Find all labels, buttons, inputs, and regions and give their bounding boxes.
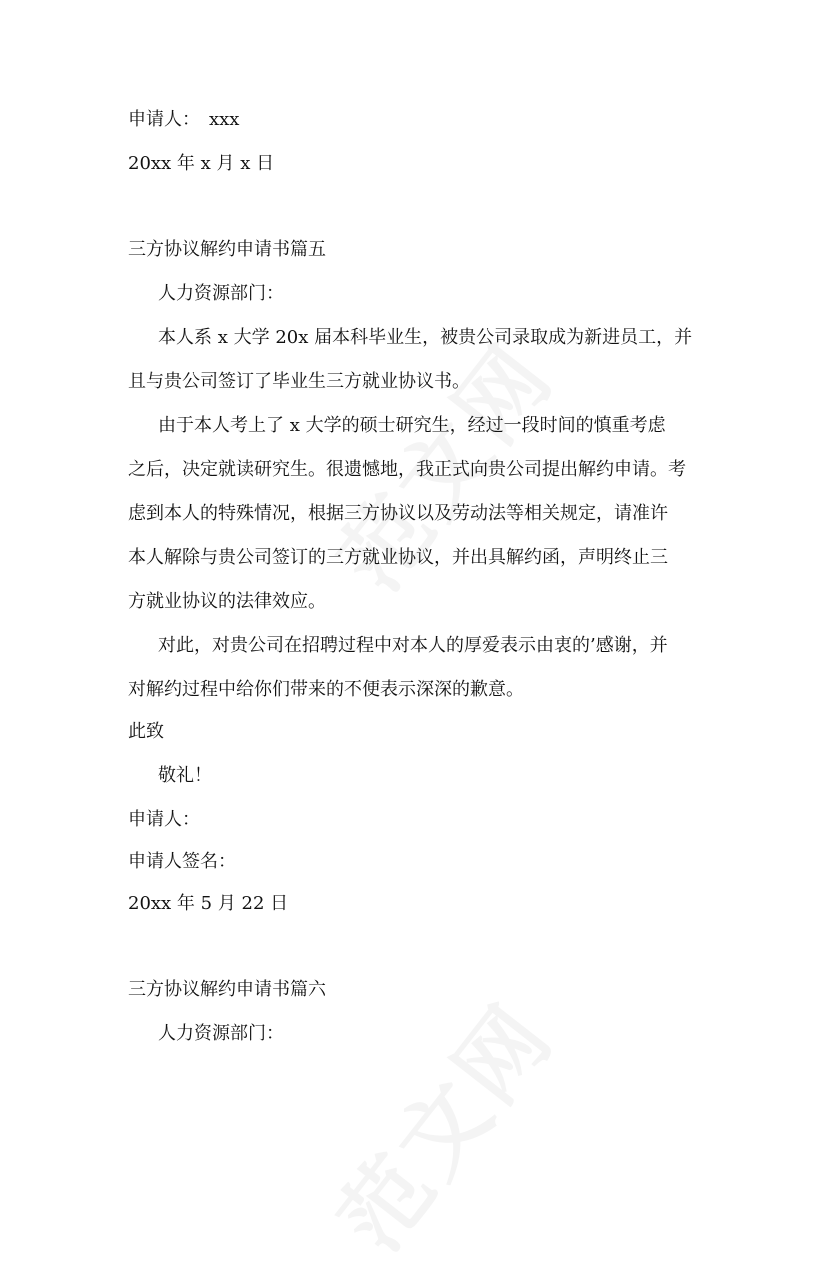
date-line: 20xx 年 x 月 x 日 bbox=[128, 153, 275, 174]
section6-title: 三方协议解约申请书篇六 bbox=[128, 979, 326, 1000]
section5-paragraph2-line5: 方就业协议的法律效应。 bbox=[128, 591, 326, 612]
section5-paragraph1-line2: 且与贵公司签订了毕业生三方就业协议书。 bbox=[128, 371, 470, 392]
section5-paragraph1-line1: 本人系 x 大学 20x 届本科毕业生，被贵公司录取成为新进员工，并 bbox=[158, 327, 693, 348]
section5-paragraph2-line4: 本人解除与贵公司签订的三方就业协议，并出具解约函，声明终止三 bbox=[128, 547, 668, 568]
applicant-line: 申请人： xxx bbox=[128, 109, 240, 130]
signature-label: 申请人签名： bbox=[128, 851, 236, 872]
section5-paragraph2-line1: 由于本人考上了 x 大学的硕士研究生，经过一段时间的慎重考虑 bbox=[158, 415, 666, 436]
applicant-label: 申请人： bbox=[128, 809, 200, 830]
section5-paragraph2-line3: 虑到本人的特殊情况，根据三方协议以及劳动法等相关规定，请准许 bbox=[128, 503, 668, 524]
section6-salutation: 人力资源部门： bbox=[158, 1023, 284, 1044]
section5-paragraph3-line1: 对此，对贵公司在招聘过程中对本人的厚爱表示由衷的’感谢，并 bbox=[158, 635, 668, 656]
section5-paragraph3-line2: 对解约过程中给你们带来的不便表示深深的歉意。 bbox=[128, 679, 524, 700]
closing-salute: 敬礼！ bbox=[158, 765, 212, 786]
closing-regards: 此致 bbox=[128, 721, 164, 742]
section5-title: 三方协议解约申请书篇五 bbox=[128, 239, 326, 260]
watermark-lower bbox=[305, 973, 578, 1273]
section5-paragraph2-line2: 之后，决定就读研究生。很遗憾地，我正式向贵公司提出解约申请。考 bbox=[128, 459, 686, 480]
section5-date: 20xx 年 5 月 22 日 bbox=[128, 893, 289, 914]
section5-salutation: 人力资源部门： bbox=[158, 283, 284, 304]
